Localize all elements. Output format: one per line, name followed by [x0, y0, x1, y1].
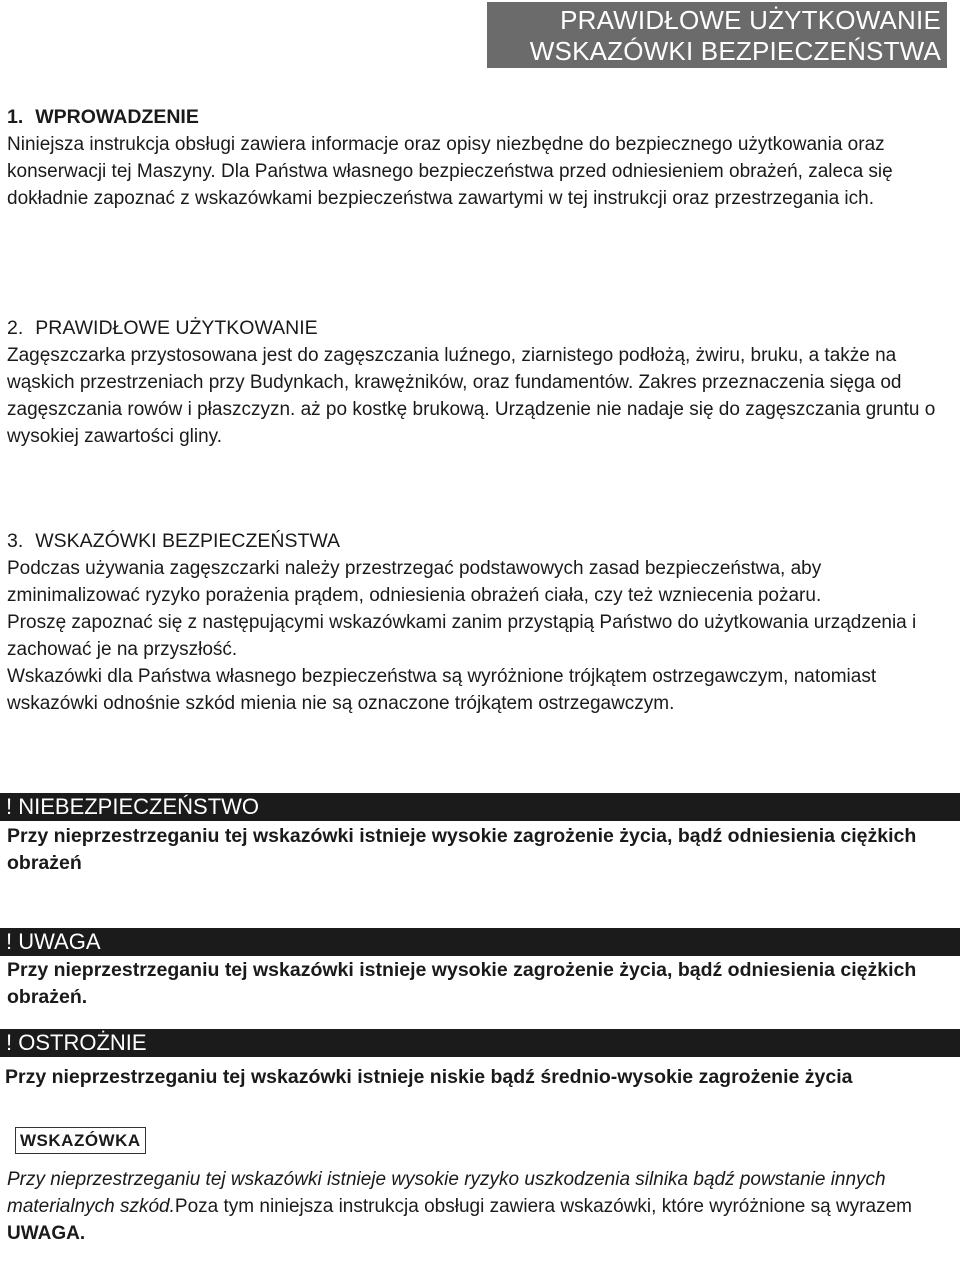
section-introduction: [7, 104, 952, 212]
page-header: [487, 2, 947, 68]
section-title: [7, 315, 952, 342]
note-italic-text: Przy nieprzestrzeganiu tej wskazówki istnieje wysokie ryzyko uszkodzenia silnika bądź powstanie innych materialnych szkód.: [7, 1169, 886, 1217]
section-safety: [7, 528, 952, 717]
section-paragraph: Zagęszczarka przystosowana jest do zagęszczania luźnego, ziarnistego podłożą, żwiru, bruku, a także na wąskich przestrzeniach przy Budynkach, krawężników, oraz fundamentów. Zakres przeznaczenia sięga od zagęszczania rowów i płaszczyzn. aż po kostkę brukową. Urządzenie nie nadaje się do zagęszczania gruntu o wysokiej zawartości gliny.: [7, 345, 936, 447]
section-title-text: PRAWIDŁOWE UŻYTKOWANIE: [35, 317, 318, 339]
note-normal-text: Poza tym niniejsza instrukcja obsługi zawiera wskazówki, które wyróżnione są wyrazem: [174, 1196, 912, 1217]
danger-text: Przy nieprzestrzeganiu tej wskazówki istnieje wysokie zagrożenie życia, bądź odniesienia ciężkich obrażeń: [7, 825, 917, 874]
header-line-2: WSKAZÓWKI BEZPIECZEŃSTWA: [529, 36, 941, 66]
warning-text: Przy nieprzestrzeganiu tej wskazówki istnieje wysokie zagrożenie życia, bądź odniesienia ciężkich obrażeń.: [7, 959, 917, 1008]
section-number: 1.: [7, 106, 24, 128]
note-label: WSKAZÓWKA: [15, 1127, 146, 1154]
section-title-text: WPROWADZENIE: [35, 106, 199, 128]
note-bold-text: UWAGA.: [7, 1223, 86, 1244]
section-paragraph: Wskazówki dla Państwa własnego bezpieczeństwa są wyróżnione trójkątem ostrzegawczym, natomiast wskazówki odnośnie szkód mienia nie są oznaczone trójkątem ostrzegawczym.: [7, 666, 877, 714]
section-paragraph: Podczas używania zagęszczarki należy przestrzegać podstawowych zasad bezpieczeństwa, aby zminimalizować ryzyko porażenia prądem, odniesienia obrażeń ciała, czy też wzniecenia pożaru.: [7, 558, 822, 606]
section-proper-use: [7, 315, 952, 450]
careful-text: Przy nieprzestrzeganiu tej wskazówki istnieje niskie bądź średnio-wysokie zagrożenie życia: [5, 1066, 853, 1088]
warning-bar: ! UWAGA: [0, 928, 960, 956]
section-title: [7, 528, 952, 555]
section-number: 3.: [7, 530, 24, 552]
careful-bar: ! OSTROŻNIE: [0, 1029, 960, 1057]
header-line-1: PRAWIDŁOWE UŻYTKOWANIE: [560, 5, 941, 35]
danger-bar: ! NIEBEZPIECZEŃSTWO: [0, 793, 960, 821]
section-title-text: WSKAZÓWKI BEZPIECZEŃSTWA: [35, 530, 341, 552]
section-paragraph: Niniejsza instrukcja obsługi zawiera informacje oraz opisy niezbędne do bezpiecznego użytkowania oraz konserwacji tej Maszyny. Dla Państwa własnego bezpieczeństwa przed odniesieniem obrażeń, zaleca się dokładnie zapoznać z wskazówkami bezpieczeństwa zawartymi w tej instrukcji oraz przestrzegania ich.: [7, 134, 893, 209]
section-title: [7, 104, 952, 131]
section-number: 2.: [7, 317, 24, 339]
note-text: [7, 1166, 952, 1247]
section-paragraph: Proszę zapoznać się z następującymi wskazówkami zanim przystąpią Państwo do użytkowania urządzenia i zachować je na przyszłość.: [7, 612, 917, 660]
